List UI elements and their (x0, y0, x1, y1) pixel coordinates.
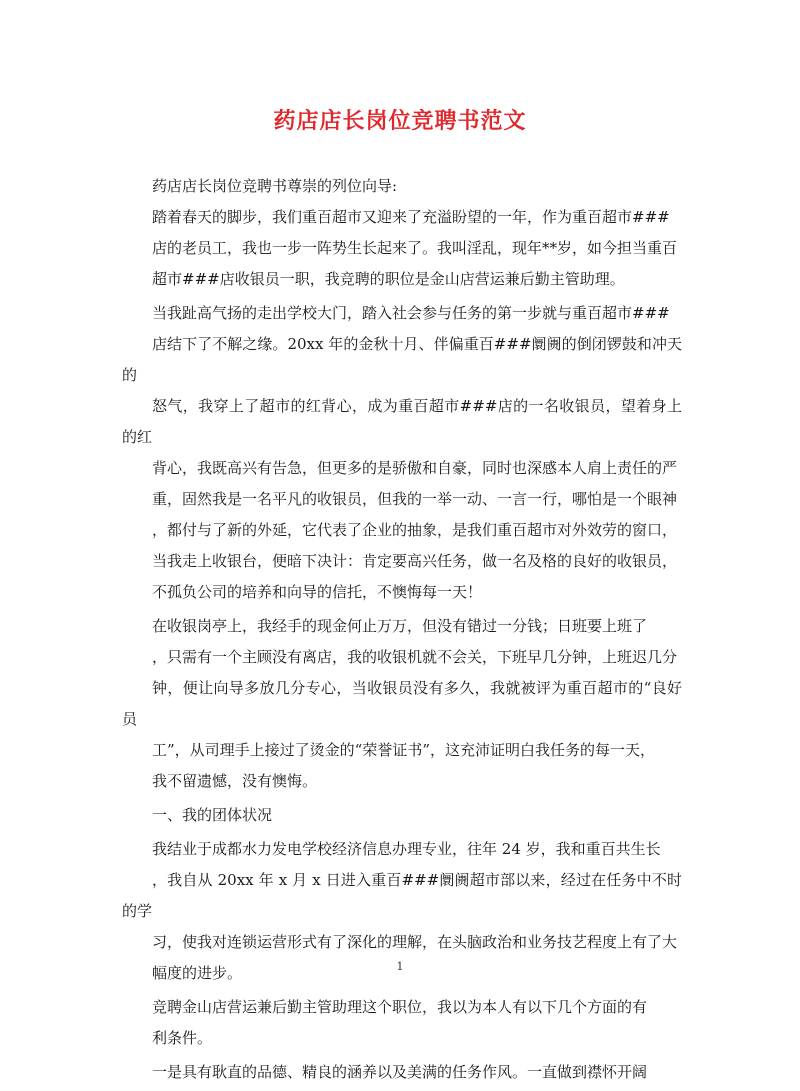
paragraph-line: 当我走上收银台，便暗下决计：肯定要高兴任务，做一名及格的良好的收银员， (152, 552, 678, 570)
paragraph-line: 店结下了不解之缘。20xx 年的金秋十月、伴偏重百###阛阓的倒闭锣鼓和冲天的 (122, 335, 682, 384)
paragraph-line: 幅度的进步。 (152, 964, 243, 982)
body-paragraph (122, 298, 682, 608)
document-body (122, 171, 682, 1091)
paragraph-line: 在收银岗亭上，我经手的现金何止万万，但没有错过一分钱；日班要上班了 (152, 617, 648, 635)
paragraph-line: 踏着春天的脚步，我们重百超市又迎来了充溢盼望的一年，作为重百超市### (152, 208, 670, 226)
paragraph-line: 钟，便让向导多放几分专心，当收银员没有多久，我就被评为重百超市的“良好员 (122, 679, 682, 728)
paragraph-line: 背心，我既高兴有告急，但更多的是骄傲和自豪，同时也深感本人肩上责任的严 (152, 459, 678, 477)
paragraph-line: 当我趾高气扬的走出学校大门，踏入社会参与任务的第一步就与重百超市### (152, 304, 670, 322)
body-paragraph (122, 800, 682, 831)
paragraph-line: ，只需有一个主顾没有离店，我的收银机就不会关，下班早几分钟，上班迟几分 (152, 648, 678, 666)
body-paragraph (122, 611, 682, 797)
body-paragraph (122, 171, 682, 202)
paragraph-line: ，都付与了新的外延，它代表了企业的抽象，是我们重百超市对外效劳的窗口， (152, 521, 678, 539)
paragraph-line: 我结业于成都水力发电学校经济信息办理专业，往年 24 岁，我和重百共生长 (152, 840, 661, 858)
paragraph-line: 店的老员工，我也一步一阵势生长起来了。我叫淫乱，现年**岁，如今担当重百 (152, 239, 678, 257)
body-paragraph (122, 202, 682, 295)
paragraph-line: 我不留遗憾，没有懊悔。 (152, 772, 318, 790)
paragraph-line: 一、我的团体状况 (152, 806, 273, 824)
paragraph-line: 重，固然我是一名平凡的收银员，但我的一举一动、一言一行，哪怕是一个眼神 (152, 490, 678, 508)
paragraph-line: 药店店长岗位竞聘书尊崇的列位向导: (152, 177, 398, 195)
paragraph-line: 超市###店收银员一职，我竞聘的职位是金山店营运兼后勤主管助理。 (152, 270, 625, 288)
paragraph-line: 利条件。 (152, 1029, 213, 1047)
paragraph-line: 不孤负公司的培养和向导的信托，不懊悔每一天！ (152, 583, 483, 601)
body-paragraph (122, 1057, 682, 1088)
paragraph-line: 工”，从司理手上接过了烫金的“荣誉证书”，这充沛证明白我任务的每一天， (152, 741, 656, 759)
paragraph-line: 习，使我对连锁运营形式有了深化的理解，在头脑政治和业务技艺程度上有了大 (152, 933, 678, 951)
paragraph-line: 一是具有耿直的品德、精良的涵养以及美满的任务作风。一直做到襟怀开阔 (152, 1063, 648, 1081)
paragraph-line: 怒气，我穿上了超市的红背心，成为重百超市###店的一名收银员，望着身上的红 (122, 397, 682, 446)
paragraph-line: ，我自从 20xx 年 x 月 x 日进入重百###阛阓超市部以来，经过在任务中不时的学 (122, 871, 682, 920)
paragraph-line: 竞聘金山店营运兼后勤主管助理这个职位，我以为本人有以下几个方面的有 (152, 998, 648, 1016)
document-title: 药店店长岗位竞聘书范文 (273, 108, 527, 134)
body-paragraph (122, 992, 682, 1054)
page-number: 1 (396, 960, 404, 973)
